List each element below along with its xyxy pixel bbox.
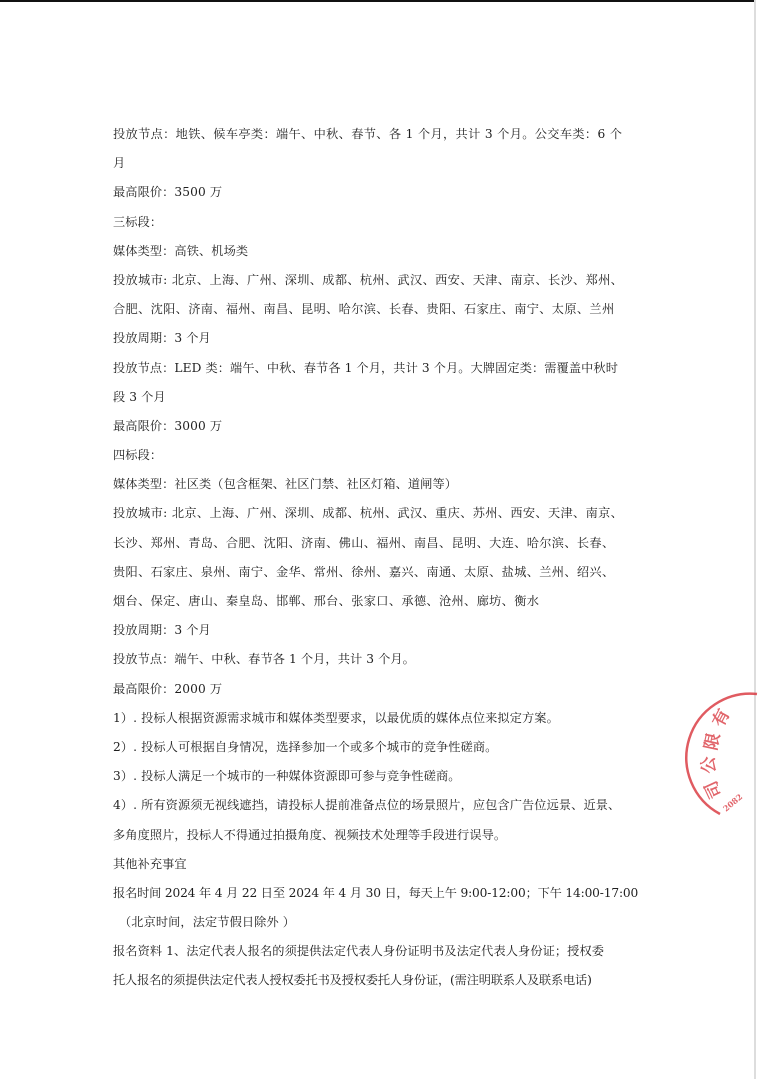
section-heading: 四标段： — [113, 448, 163, 463]
text-line: 投放周期：3 个月 — [113, 623, 211, 638]
text-line: 投放节点：端午、中秋、春节各 1 个月，共计 3 个月。 — [113, 652, 415, 667]
text-line: 段 3 个月 — [113, 389, 166, 404]
svg-text:有: 有 — [708, 705, 735, 731]
text-line: 投放城市: 北京、上海、广州、深圳、成都、杭州、武汉、西安、天津、南京、长沙、郑州、 — [113, 272, 624, 287]
company-seal-stamp — [698, 688, 762, 828]
page-top-border — [0, 0, 756, 2]
list-item: 2）. 投标人可根据自身情况，选择参加一个或多个城市的竞争性磋商。 — [113, 739, 498, 754]
text-line: （北京时间，法定节假日除外 ） — [119, 915, 295, 930]
text-line: 投放周期：3 个月 — [113, 331, 211, 346]
text-line: 报名资料 1、法定代表人报名的须提供法定代表人身份证明书及法定代表人身份证；授权委 — [113, 944, 605, 959]
text-line: 最高限价：3500 万 — [113, 185, 223, 200]
text-line: 贵阳、石家庄、泉州、南宁、金华、常州、徐州、嘉兴、南通、太原、盐城、兰州、绍兴、 — [113, 564, 615, 579]
text-line: 媒体类型：高铁、机场类 — [113, 243, 249, 258]
text-line: 烟台、保定、唐山、秦皇岛、邯郸、邢台、张家口、承德、沧州、廊坊、衡水 — [113, 594, 540, 608]
document-body — [113, 120, 638, 996]
text-line: 合肥、沈阳、济南、福州、南昌、昆明、哈尔滨、长春、贵阳、石家庄、南宁、太原、兰州 — [113, 302, 615, 317]
text-line: 最高限价：2000 万 — [113, 681, 223, 696]
page-right-edge — [754, 0, 756, 1079]
text-line: 多角度照片，投标人不得通过拍摄角度、视频技术处理等手段进行误导。 — [113, 827, 507, 842]
text-line: 长沙、郑州、青岛、合肥、沈阳、济南、佛山、福州、南昌、昆明、大连、哈尔滨、长春、 — [113, 535, 615, 550]
list-item: 1）. 投标人根据资源需求城市和媒体类型要求，以最优质的媒体点位来拟定方案。 — [113, 710, 559, 725]
svg-text:2082: 2082 — [720, 791, 745, 814]
text-line: 最高限价：3000 万 — [113, 418, 223, 433]
text-line: 投放城市: 北京、上海、广州、深圳、成都、杭州、武汉、重庆、苏州、西安、天津、南京、 — [113, 506, 624, 521]
text-line: 月 — [113, 156, 126, 171]
list-item: 4）. 所有资源须无视线遮挡，请投标人提前准备点位的场景照片，应包含广告位远景、近景、 — [113, 798, 621, 813]
section-heading: 其他补充事宜 — [113, 856, 187, 871]
svg-text:公: 公 — [698, 755, 720, 775]
text-line: 托人报名的须提供法定代表人授权委托书及授权委托人身份证，(需注明联系人及联系电话) — [113, 973, 592, 988]
svg-text:限: 限 — [701, 731, 725, 753]
section-heading: 三标段： — [113, 214, 163, 229]
text-line: 投放节点：LED 类：端午、中秋、春节各 1 个月，共计 3 个月。大牌固定类：需覆盖中秋时 — [113, 360, 618, 375]
text-line: 媒体类型：社区类（包含框架、社区门禁、社区灯箱、道闸等） — [113, 477, 458, 492]
text-line: 报名时间 2024 年 4 月 22 日至 2024 年 4 月 30 日，每天上午 9:00-12:00；下午 14:00-17:00 — [113, 885, 639, 900]
text-line: 投放节点：地铁、候车亭类：端午、中秋、春节、各 1 个月，共计 3 个月。公交车类：6 个 — [113, 127, 623, 141]
svg-text:司: 司 — [701, 777, 727, 802]
list-item: 3）. 投标人满足一个城市的一种媒体资源即可参与竞争性磋商。 — [113, 769, 461, 784]
